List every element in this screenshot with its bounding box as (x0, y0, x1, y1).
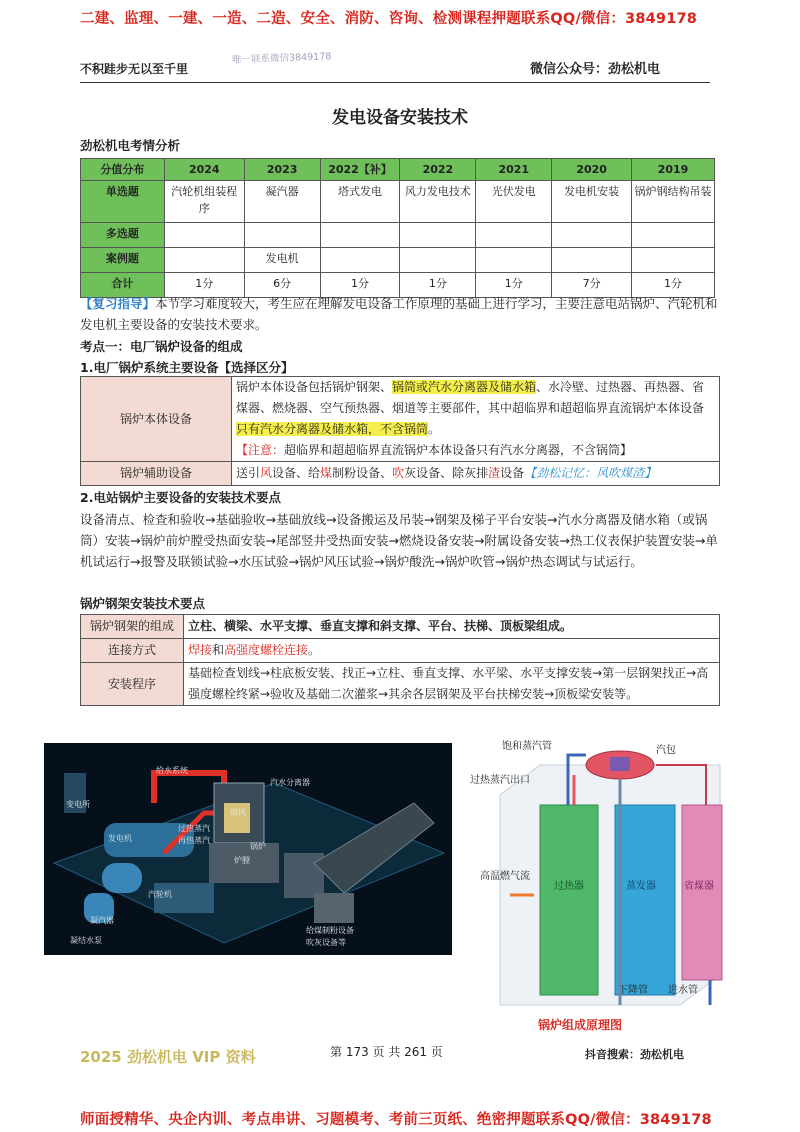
footer-left: 2025 劲松机电 VIP 资料 (80, 1048, 256, 1066)
header-motto: 不积跬步无以至千里 (80, 62, 189, 76)
table-cell: 1分 (400, 273, 476, 298)
table-cell (320, 223, 400, 248)
table-cell: 发电机安装 (552, 181, 632, 223)
figure-label: 汽水分离器 (270, 778, 310, 787)
figure-caption: 锅炉组成原理图 (538, 1018, 623, 1032)
steel-proc-label: 安装程序 (81, 663, 184, 706)
row-label: 多选题 (81, 223, 165, 248)
text-span: 锅炉本体设备包括锅炉钢架、 (236, 380, 393, 394)
table-cell (552, 248, 632, 273)
bottom-banner: 师面授精华、央企内训、考点串讲、习题模考、考前三页纸、绝密押题联系QQ/微信：3849178 (80, 1112, 712, 1128)
boiler-aux-label: 锅炉辅助设备 (81, 462, 232, 486)
steel-conn-content (184, 639, 720, 663)
row-label: 案例题 (81, 248, 165, 273)
table-row (81, 248, 715, 273)
table-cell: 风力发电技术 (400, 181, 476, 223)
table-header-row (81, 159, 715, 181)
table-cell (320, 248, 400, 273)
steel-frame-table (80, 614, 720, 706)
table-cell: 发电机 (244, 248, 320, 273)
figure-label: 发电机 (108, 834, 132, 843)
keyword-span: 煤 (320, 466, 333, 480)
text-span: 。 (428, 422, 441, 436)
table-row (81, 462, 720, 486)
keyword-span: 渣 (488, 466, 501, 480)
boiler-equipment-table (80, 376, 720, 486)
keyword-span: 高强度螺栓连接 (224, 643, 309, 657)
figure-label: 凝汽器 (90, 916, 114, 925)
figure-label: 给煤制粉设备 (306, 926, 354, 935)
footer-right: 抖音搜索：劲松机电 (585, 1048, 684, 1061)
figure-label: 给水系统 (156, 766, 188, 775)
column-header: 2022 (400, 159, 476, 181)
note-text: 超临界和超超临界直流锅炉本体设备只有汽水分离器，不含锅筒】 (284, 443, 633, 457)
table-cell: 汽轮机组装程序 (164, 181, 244, 223)
review-guide-text: 本节学习难度较大，考生应在理解发电设备工作原理的基础上进行学习，主要注意电站锅炉、汽轮机和发电机主要设备的安装技术要求。 (80, 296, 718, 332)
text-span: 、水冷壁、过热器、再热器、省煤器、燃烧器、空气预热器、烟道等主要部件，其中超临界和超超临界直流锅炉本体设备 (236, 380, 705, 415)
steel-comp-label: 锅炉钢架的组成 (81, 615, 184, 639)
column-header: 2024 (164, 159, 244, 181)
row-label: 合计 (81, 273, 165, 298)
figure-label: 吹灰设备等 (306, 938, 346, 947)
table-row (81, 615, 720, 639)
figure-label: 炉膛 (234, 856, 250, 865)
text-span: 送引 (236, 466, 261, 480)
exam-analysis-heading: 劲松机电考情分析 (80, 138, 181, 153)
table-row (81, 663, 720, 706)
figure-label: 进水管 (668, 985, 698, 996)
mnemonic: 【劲松记忆：风吹煤渣】 (524, 466, 657, 480)
table-cell (400, 248, 476, 273)
figure-label: 过热蒸汽出口 (470, 775, 530, 786)
column-header: 2023 (244, 159, 320, 181)
highlight-span: 只有汽水分离器及储水箱，不含锅筒 (236, 422, 429, 436)
page-title: 发电设备安装技术 (332, 108, 468, 128)
figure-label: 凝结水泵 (70, 936, 102, 945)
figure-label: 省煤器 (684, 881, 714, 892)
figure-label: 过热器 (554, 881, 584, 892)
table-cell: 6分 (244, 273, 320, 298)
figure-label: 再热蒸汽 (178, 836, 210, 845)
boiler-aux-content (232, 462, 720, 486)
table-cell: 1分 (632, 273, 715, 298)
table-cell (552, 223, 632, 248)
steel-comp-text: 立柱、横梁、水平支撑、垂直支撑和斜支撑、平台、扶梯、顶板梁组成。 (184, 615, 720, 639)
column-header: 2019 (632, 159, 715, 181)
text-span: 设备 (500, 466, 525, 480)
table-cell (476, 223, 552, 248)
exam-analysis-table (80, 158, 715, 298)
column-header: 2022【补】 (320, 159, 400, 181)
steel-frame-heading: 锅炉钢架安装技术要点 (80, 596, 206, 611)
table-cell (632, 248, 715, 273)
column-header: 分值分布 (81, 159, 165, 181)
figure-label: 过热蒸汽 (178, 824, 210, 833)
keyword-span: 吹 (392, 466, 405, 480)
figure-label: 蒸发器 (626, 881, 656, 892)
table-cell (164, 248, 244, 273)
table-cell: 1分 (164, 273, 244, 298)
header-divider (80, 82, 710, 83)
boiler-principle-figure (470, 735, 730, 1013)
figure-label: 锅炉 (250, 842, 266, 851)
table-cell: 1分 (320, 273, 400, 298)
table-row (81, 223, 715, 248)
row-label: 单选题 (81, 181, 165, 223)
point1-sub2: 2.电站锅炉主要设备的安装技术要点 (80, 490, 281, 505)
figure-label: 烟风 (230, 808, 246, 817)
top-banner: 二建、监理、一建、一造、二造、安全、消防、咨询、检测课程押题联系QQ/微信：3849178 (80, 11, 698, 27)
figure-label: 变电所 (66, 800, 90, 809)
table-cell (164, 223, 244, 248)
keyword-span: 焊接 (188, 643, 213, 657)
column-header: 2021 (476, 159, 552, 181)
highlight-span: 锅筒或汽水分离器及储水箱 (392, 380, 537, 394)
point1-title: 考点一：电厂锅炉设备的组成 (80, 339, 243, 354)
steel-conn-label: 连接方式 (81, 639, 184, 663)
boiler-body-content (232, 377, 720, 462)
power-plant-figure (44, 743, 452, 955)
table-cell (476, 248, 552, 273)
table-row (81, 377, 720, 462)
table-cell: 凝汽器 (244, 181, 320, 223)
installation-procedure: 设备清点、检查和验收→基础验收→基础放线→设备搬运及吊装→钢架及梯子平台安装→汽水分离器及储水箱（或锅筒）安装→锅炉前炉膛受热面安装→尾部竖井受热面安装→燃烧设备安装→附属设备安装→热工仪表保护装置安装→单机试运行→报警及联锁试验→水压试验→锅炉风压试验→锅炉酸洗→锅炉吹管→锅炉热态调试与试运行。 (80, 512, 718, 569)
table-row (81, 639, 720, 663)
text-span: 灰设备、除灰排 (404, 466, 489, 480)
review-guide-tag: 【复习指导】 (80, 296, 156, 311)
header-wechat: 微信公众号：劲松机电 (530, 62, 661, 77)
page-number: 第 173 页 共 261 页 (330, 1045, 443, 1059)
figure-label: 汽轮机 (148, 890, 172, 899)
watermark-stamp: 唯一联系微信3849178 (231, 51, 332, 66)
figure-label: 下降管 (618, 985, 648, 996)
review-guide (80, 293, 720, 335)
boiler-body-label: 锅炉本体设备 (81, 377, 232, 462)
column-header: 2020 (552, 159, 632, 181)
table-cell: 光伏发电 (476, 181, 552, 223)
text-span: 设备、给 (272, 466, 321, 480)
text-span: 。 (308, 643, 321, 657)
text-span: 和 (212, 643, 225, 657)
table-cell (632, 223, 715, 248)
table-row (81, 181, 715, 223)
figure-label: 高温燃气流 (480, 871, 530, 882)
table-cell (400, 223, 476, 248)
table-cell: 7分 (552, 273, 632, 298)
note-tag: 【注意： (236, 443, 285, 457)
point1-sub1: 1.电厂锅炉系统主要设备【选择区分】 (80, 360, 294, 375)
figure-label: 饱和蒸汽管 (502, 741, 552, 752)
figure-label: 汽包 (656, 745, 676, 756)
text-span: 制粉设备、 (332, 466, 393, 480)
table-cell (244, 223, 320, 248)
steel-proc-text: 基础检查划线→柱底板安装、找正→立柱、垂直支撑、水平梁、水平支撑安装→第一层钢架找正→高强度螺栓终紧→验收及基础二次灌浆→其余各层钢架及平台扶梯安装→顶板梁安装等。 (184, 663, 720, 706)
table-cell: 1分 (476, 273, 552, 298)
table-cell: 锅炉钢结构吊装 (632, 181, 715, 223)
table-cell: 塔式发电 (320, 181, 400, 223)
keyword-span: 风 (260, 466, 273, 480)
